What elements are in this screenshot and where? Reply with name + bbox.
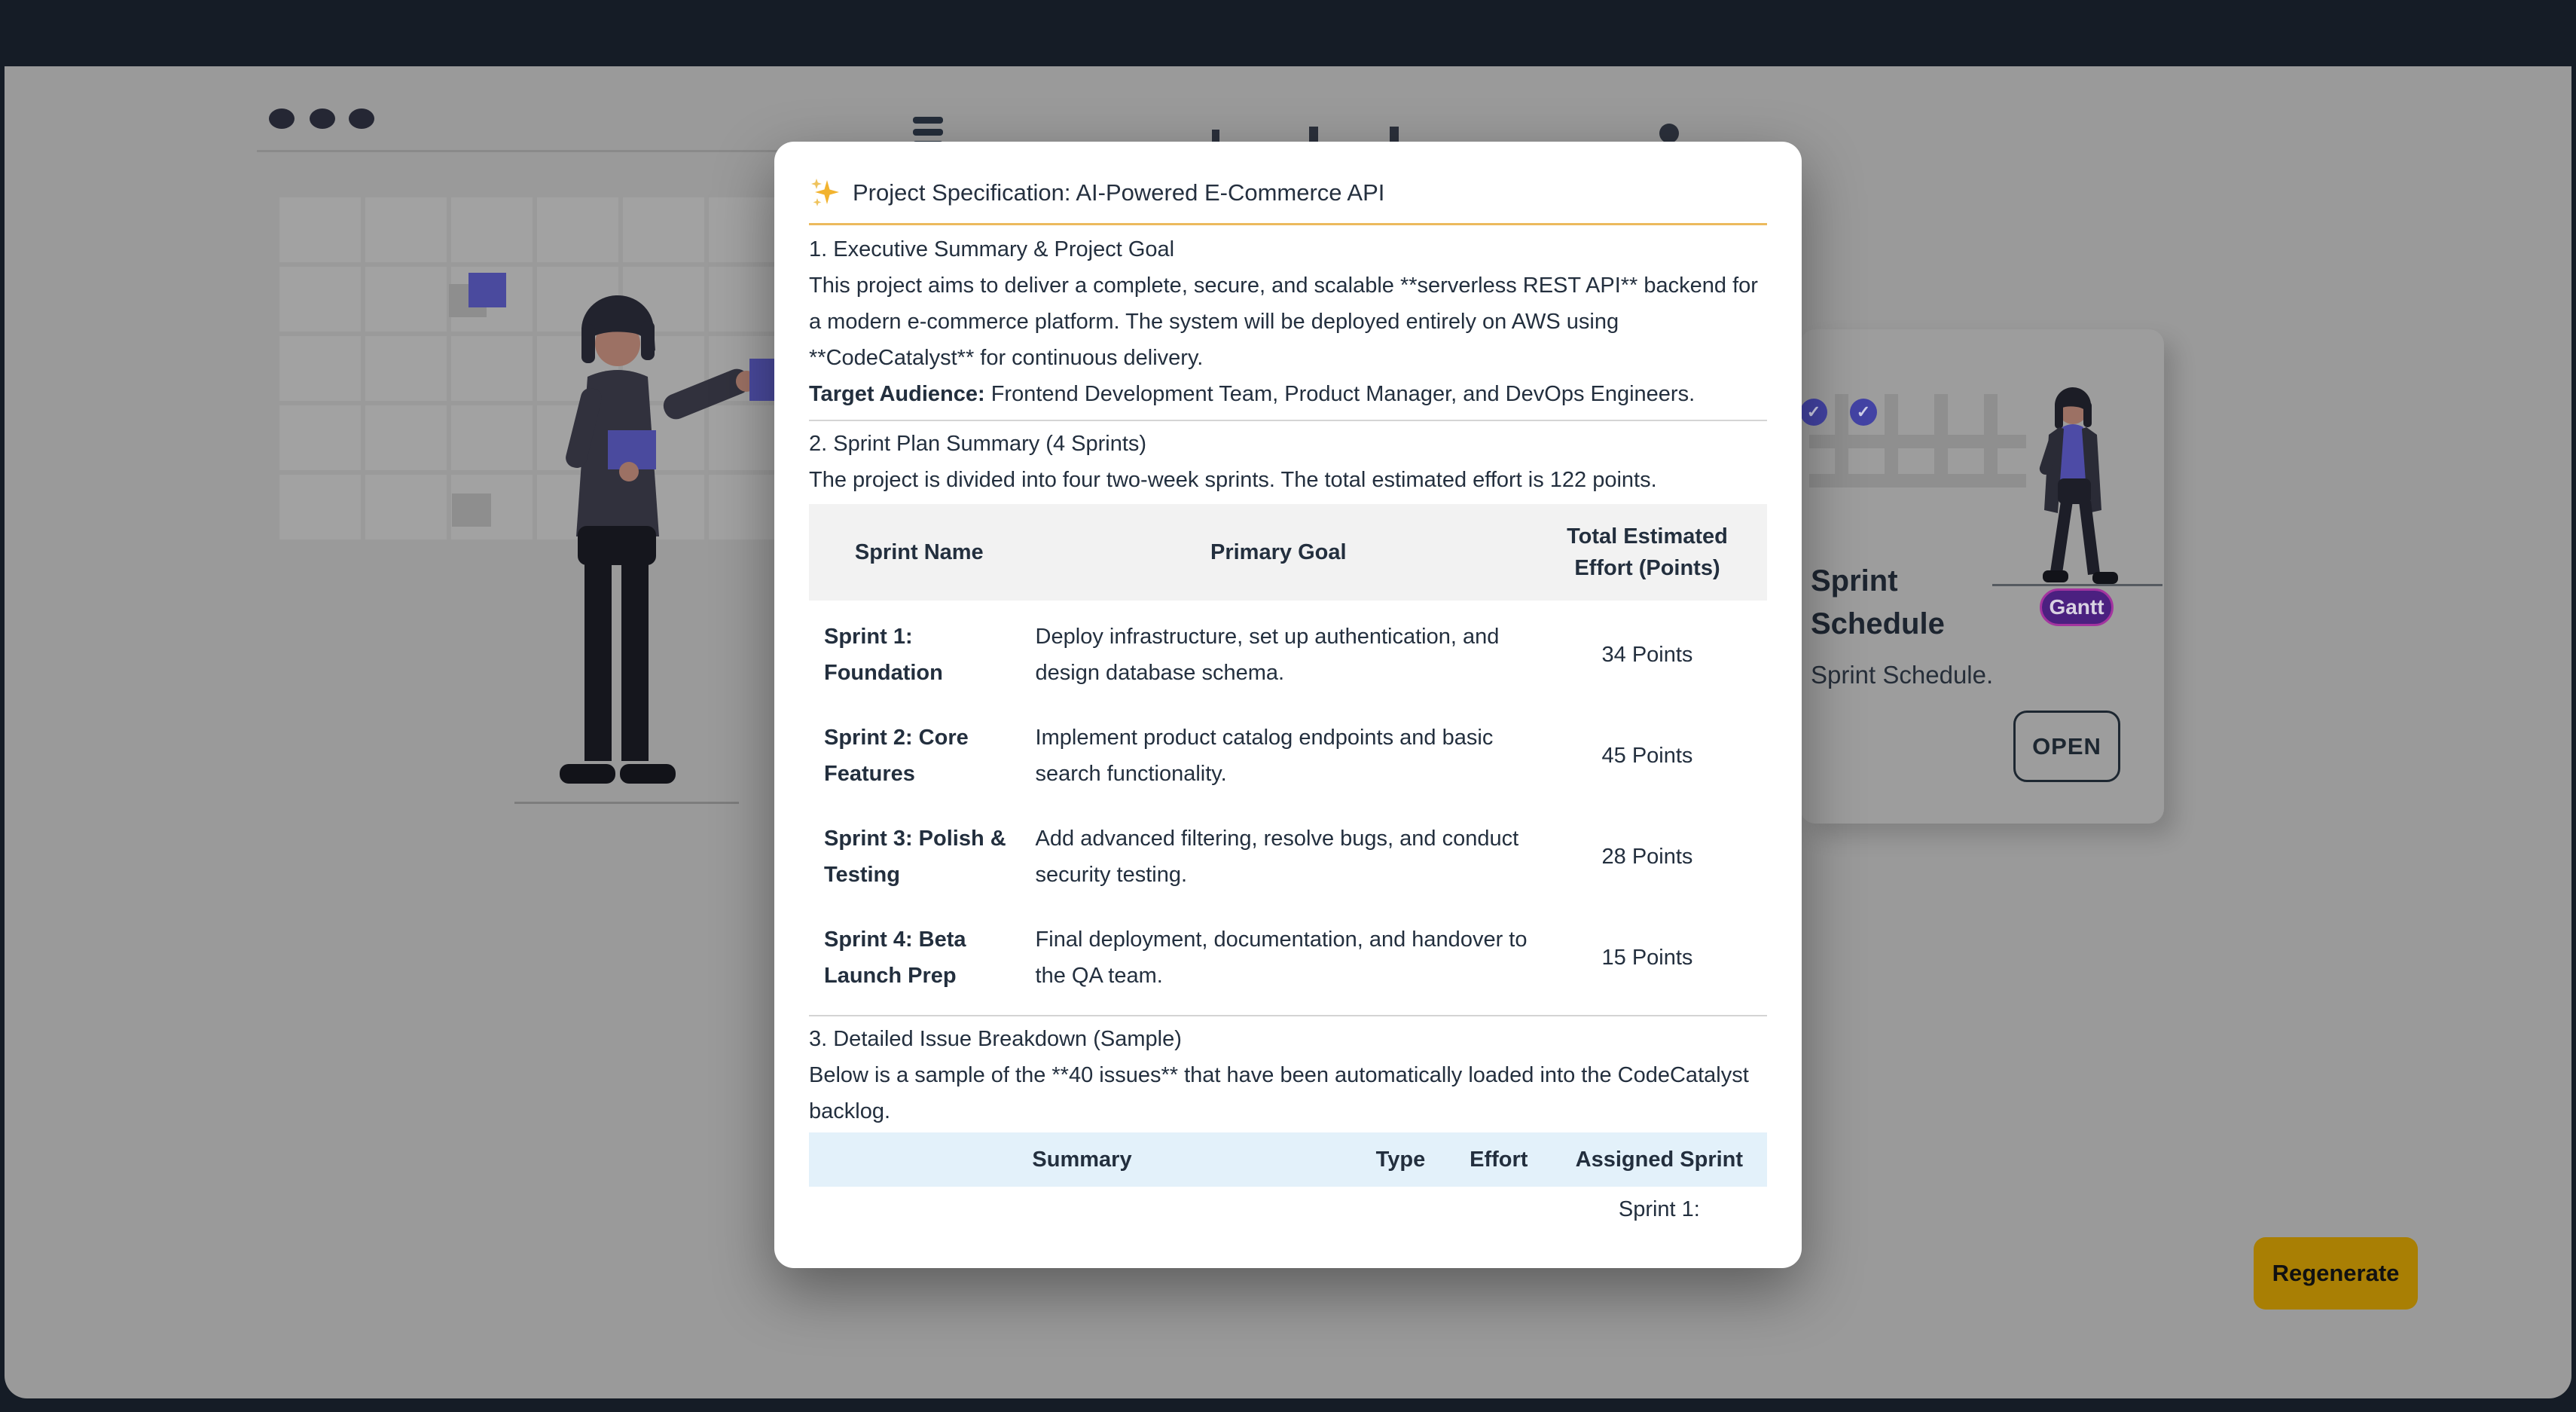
table-row (809, 911, 1767, 1004)
sparkles-icon (809, 177, 841, 209)
column-header: Summary (1032, 1148, 1132, 1172)
calendar-bar (1984, 394, 1998, 487)
board-card-gray (452, 494, 491, 527)
sprint-name: Sprint 1: Foundation (824, 625, 943, 685)
sprint-table-header-row (809, 504, 1767, 601)
target-audience-label: Target Audience: (809, 382, 985, 406)
section-heading-3: 3. Detailed Issue Breakdown (Sample) (809, 1027, 1182, 1051)
modal-title-row (809, 170, 1767, 223)
sprint-name: Sprint 2: Core Features (824, 726, 969, 786)
check-icon: ✓ (1800, 399, 1827, 426)
calendar-bar (1885, 394, 1898, 487)
sprint-schedule-description: Sprint Schedule. (1811, 661, 1994, 689)
open-button[interactable]: OPEN (2013, 711, 2120, 782)
sprint-goal: Final deployment, documentation, and handover to the QA team. (1035, 928, 1528, 988)
sprint-plan-table (809, 504, 1767, 1004)
hidden-icon-tip (1659, 124, 1679, 143)
section-3-paragraph: Below is a sample of the **40 issues** that have been automatically loaded into the CodeCatalyst backlog. (809, 1063, 1749, 1123)
sprint-schedule-card (1800, 329, 2164, 824)
calendar-bar (1835, 394, 1848, 487)
issue-table-header-row (809, 1132, 1767, 1187)
column-header: Effort (1470, 1148, 1528, 1172)
section-heading-2: 2. Sprint Plan Summary (4 Sprints) (809, 432, 1147, 456)
section-1-paragraph: This project aims to deliver a complete, secure, and scalable **serverless REST API** backend for a modern e-commerce platform. The system will be deployed entirely on AWS using **CodeCatalyst** for continuous delivery. (809, 274, 1758, 370)
column-header: Primary Goal (1210, 540, 1347, 564)
gantt-badge: Gantt (2040, 588, 2114, 626)
sprint-schedule-title: Sprint Schedule (1811, 564, 1945, 640)
target-audience-line (809, 376, 1767, 412)
check-icon: ✓ (1850, 399, 1877, 426)
calendar-bar (1934, 394, 1948, 487)
person-illustration-right (2026, 381, 2132, 588)
project-specification-modal (774, 142, 1802, 1268)
person-illustration-left (514, 285, 801, 805)
window-dot-icon (310, 108, 335, 129)
sprint-goal: Add advanced filtering, resolve bugs, and conduct security testing. (1035, 827, 1519, 887)
window-dot-icon (269, 108, 295, 129)
ground-line (1992, 584, 2162, 586)
sprint-goal: Deploy infrastructure, set up authentication, and design database schema. (1035, 625, 1500, 685)
sprint-name: Sprint 4: Beta Launch Prep (824, 928, 966, 988)
window-dot-icon (349, 108, 374, 129)
column-header: Sprint Name (854, 540, 984, 564)
ground-line (514, 802, 739, 804)
column-header: Type (1375, 1148, 1426, 1172)
sprint-effort: 34 Points (1601, 643, 1693, 667)
column-header: Assigned Sprint (1575, 1148, 1744, 1172)
sprint-goal: Implement product catalog endpoints and basic search functionality. (1035, 726, 1494, 786)
sprint-name: Sprint 3: Polish & Testing (824, 827, 1006, 887)
section-2-paragraph: The project is divided into four two-week sprints. The total estimated effort is 122 points. (809, 468, 1657, 492)
section-divider (809, 1015, 1767, 1016)
board-card-purple (469, 273, 506, 307)
regenerate-button[interactable]: Regenerate (2254, 1237, 2418, 1310)
sprint-effort: 28 Points (1601, 845, 1693, 869)
column-header: Total Estimated Effort (Points) (1567, 524, 1728, 580)
target-audience-text: Frontend Development Team, Product Manager, and DevOps Engineers. (984, 382, 1695, 406)
section-divider (809, 420, 1767, 421)
table-row (809, 709, 1767, 802)
table-row (809, 1191, 1767, 1227)
assigned-sprint-cell: Sprint 1: (1618, 1197, 1700, 1221)
table-row (809, 810, 1767, 903)
modal-title: Project Specification: AI-Powered E-Commerce API (853, 179, 1385, 206)
title-accent-underline (809, 223, 1767, 225)
issue-breakdown-table (809, 1132, 1767, 1227)
sprint-effort: 15 Points (1601, 946, 1693, 970)
table-row (809, 608, 1767, 701)
sprint-effort: 45 Points (1601, 744, 1693, 768)
section-heading-1: 1. Executive Summary & Project Goal (809, 237, 1175, 261)
